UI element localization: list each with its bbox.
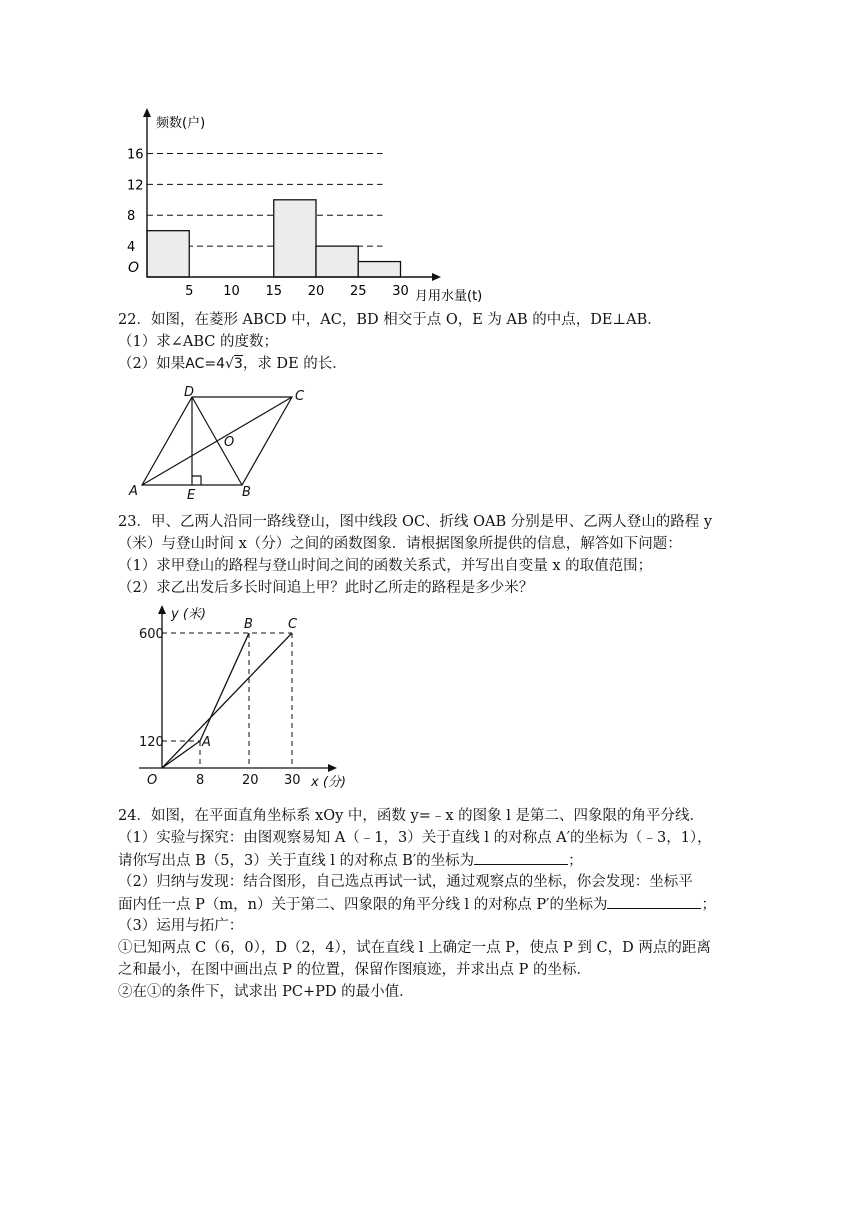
x-tick-label: 25 [349, 284, 367, 299]
q22-formula: AC=4√3 [185, 356, 243, 372]
segment-oc [162, 633, 292, 768]
x-tick-30: 30 [284, 773, 301, 788]
diagonal-bd [192, 397, 242, 485]
sqrt-symbol: √ [224, 356, 234, 372]
q22-part1: （1）求∠ABC 的度数； [118, 334, 278, 350]
y-tick-label: 8 [127, 209, 136, 225]
x-axis-arrow [328, 764, 337, 772]
q24-part3-title: （3）运用与拓广： [118, 918, 244, 934]
y-tick-label: 12 [127, 178, 144, 194]
y-tick-600: 600 [139, 627, 164, 642]
point-a-label: A [202, 735, 211, 750]
q24-part1-line2: 请你写出点 B（5，3）关于直线 l 的对称点 B′的坐标为 ； [118, 850, 583, 871]
q22-part2-suffix: ，求 DE 的长． [242, 356, 347, 372]
x-tick-label: 15 [265, 284, 283, 299]
histogram-bar [274, 200, 316, 277]
label-o: O [224, 435, 235, 450]
y-axis-label: y (米) [171, 607, 206, 622]
label-b: B [242, 485, 251, 500]
point-b-label: B [244, 617, 253, 632]
y-tick-120: 120 [139, 735, 164, 750]
x-tick-label: 10 [223, 284, 240, 299]
label-a: A [129, 484, 138, 499]
histogram-bar [358, 262, 400, 277]
x-tick-label: 20 [307, 284, 325, 299]
label-d: D [184, 385, 195, 400]
y-axis-arrow [158, 605, 166, 614]
y-tick-label: 4 [127, 240, 136, 256]
point-c-label: C [288, 617, 298, 632]
label-c: C [295, 389, 305, 404]
x-tick-8: 8 [196, 773, 205, 788]
q23-part1: （1）求甲登山的路程与登山时间之间的函数关系式，并写出自变量 x 的取值范围； [118, 558, 653, 574]
y-tick-label: 16 [127, 147, 144, 163]
q24-part3-1-line2: 之和最小，在图中画出点 P 的位置，保留作图痕迹，并求出点 P 的坐标． [118, 962, 591, 978]
q22-stem: 22．如图，在菱形 ABCD 中，AC，BD 相交于点 O，E 为 AB 的中点，DE⊥AB． [118, 312, 662, 328]
right-angle-mark [192, 476, 201, 485]
q23-stem-1: 23．甲、乙两人沿同一路线登山，图中线段 OC、折线 OAB 分别是甲、乙两人登山的路程 y [118, 514, 713, 530]
q24-part1-line1: （1）实验与探究：由图观察易知 A（﹣1，3）关于直线 l 的对称点 A′的坐标为（﹣3，1）， [118, 830, 712, 846]
x-tick-20: 20 [242, 773, 259, 788]
q24-part3-1-line1: ①已知两点 C（6，0），D（2，4），试在直线 l 上确定一点 P，使点 P 到 C，D 两点的距离 [118, 940, 711, 956]
climbing-graph [125, 600, 365, 795]
q23-part2: （2）求乙出发后多长时间追上甲？此时乙所走的路程是多少米？ [118, 580, 534, 596]
histogram-bar [147, 231, 189, 277]
origin-label: O [147, 773, 158, 788]
histogram-bar [316, 246, 358, 277]
water-usage-histogram [110, 105, 490, 305]
q23-stem-2: （米）与登山时间 x（分）之间的函数图象．请根据图象所提供的信息，解答如下问题： [118, 536, 682, 552]
rhombus-figure [120, 382, 320, 502]
q24-part2-line1: （2）归纳与发现：结合图形，自己选点再试一试，通过观察点的坐标，你会发现：坐标平 [118, 874, 693, 890]
q22-part2 [118, 354, 347, 374]
x-tick-label: 30 [392, 284, 409, 299]
q24-stem: 24．如图，在平面直角坐标系 xOy 中，函数 y=﹣x 的图象 l 是第二、四象限的角平分线． [118, 808, 705, 824]
q22-part2-prefix: （2）如果 [118, 356, 186, 372]
x-tick-label: 5 [185, 284, 194, 299]
answer-blank-b-prime[interactable] [474, 850, 568, 865]
y-axis-arrow [143, 108, 151, 117]
y-axis-label: 频数(户) [156, 116, 206, 131]
x-axis-label: x (分) [311, 775, 346, 790]
label-e: E [187, 488, 196, 502]
answer-blank-p-prime[interactable] [607, 894, 701, 909]
q24-part2-line2: 面内任一点 P（m，n）关于第二、四象限的角平分线 l 的对称点 P′的坐标为 ； [118, 894, 716, 915]
x-axis-label: 月用水量(t) [415, 289, 483, 304]
q24-part3-2: ②在①的条件下，试求出 PC+PD 的最小值． [118, 984, 414, 1000]
origin-label: O [128, 260, 140, 276]
x-axis-arrow [432, 273, 441, 281]
